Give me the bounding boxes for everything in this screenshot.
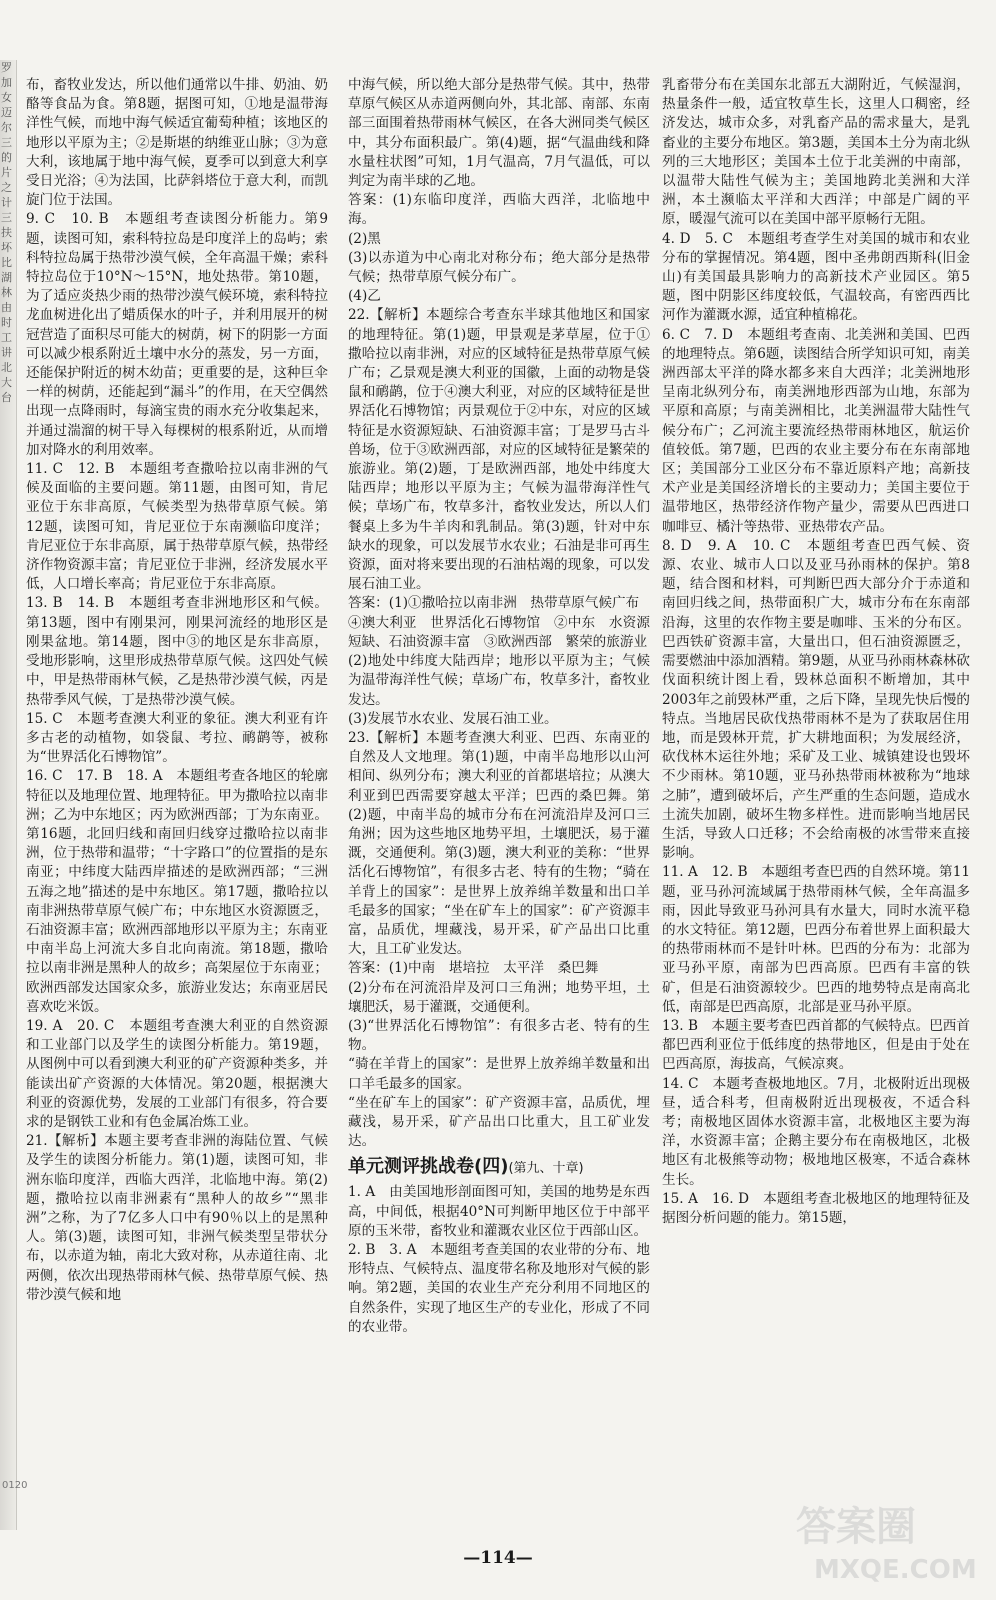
column-1: [26, 76, 328, 1305]
answer-block: 22.【解析】本题综合考查东半球其他地区和国家的地理特征。第(1)题，甲景观是茅草屋，位于①撒哈拉以南非洲，对应的区域特征是热带草原气候广布；乙景观是澳大利亚的国徽，上面的动物是袋鼠和鸸鹋，位于④澳大利亚，对应的区域特征是世界活化石博物馆；丙景观位于②中东，对应的区域特征是水资源短缺、石油资源丰富；丁是罗马古斗兽场，位于③欧洲西部，对应的区域特征是繁荣的旅游业。第(2)题，丁是欧洲西部，地处中纬度大陆西岸；地形以平原为主；气候为温带海洋性气候；草场广布，牧草多汁，畜牧业发达，所以人们餐桌上多为牛羊肉和乳制品。第(3)题，针对中东缺水的现象，可以发展节水农业；石油是非可再生资源，面对将来要出现的石油枯竭的现象，可以发展石油工业。: [348, 307, 650, 593]
section-heading: [348, 1155, 650, 1181]
page-number: —114—: [463, 1548, 533, 1568]
answer-block: 11. C 12. B 本题组考查撒哈拉以南非洲的气候及面临的主要问题。第11题，由图可知，肯尼亚位于东非高原，气候类型为热带草原气候。第12题，读图可知，肯尼亚位于东南濒临印度洋；肯尼亚位于东非高原，属于热带草原气候，热带经济作物资源丰富；肯尼亚位于非洲，经济发展水平低，人口增长率高；肯尼亚位于东非高原。: [26, 461, 328, 593]
answer-key: “骑在羊背上的国家”：是世界上放养绵羊数量和出口羊毛最多的国家。: [348, 1056, 650, 1092]
answer-block: 8. D 9. A 10. C 本题组考查巴西气候、资源、农业、城市人口以及亚马孙雨林的保护。第8题，结合图和材料，可判断巴西大部分介于赤道和南回归线之间，热带面积广大，城市分布在东南部沿海，这里的农作物主要是咖啡、玉米的分布区。巴西铁矿资源丰富，大量出口，但石油资源匮乏，需要燃油中添加酒精。第9题，从亚马孙雨林森林砍伐面积统计图上看，毁林总面积不断增加，其中2003年之前毁林严重，之后下降，呈现先快后慢的特点。当地居民砍伐热带雨林不是为了获取居住用地，而是毁林开荒，扩大耕地面积；为发展经济，砍伐林木运往外地；采矿及工业、城镇建设也毁坏不少雨林。第10题，亚马孙热带雨林被称为“地球之肺”，遭到破坏后，产生严重的生态问题，造成水土流失加剧，破坏生物多样性。进而影响当地居民生活，导致人口迁移；不会给南极的冰雪带来直接影响。: [662, 537, 970, 862]
answer-block: 中海气候，所以绝大部分是热带气候。其中，热带草原气候区从赤道两侧向外，其北部、南部、东南部三面围着热带雨林气候区，在各大洲同类气候区中，其分布面积最广。第(4)题，据“气温曲线和降水量柱状图”可知，1月气温高，7月气温低，可以判定为南半球的乙地。: [348, 77, 650, 190]
answer-key: 答案：(1)中南 堪培拉 太平洋 桑巴舞: [348, 960, 599, 977]
answer-key: ④澳大利亚 世界活化石博物馆 ②中东 水资源短缺、石油资源丰富 ③欧洲西部 繁荣的旅游业: [348, 614, 650, 650]
answer-block: 乳畜带分布在美国东北部五大湖附近，气候湿润，热量条件一般，适宜牧草生长，这里人口稠密，经济发达，城市众多，对乳畜产品的需求量大，是乳畜业的主要分布地区。第3题，美国本土分为南北纵列的三大地形区；美国本土位于北美洲的中南部，以温带大陆性气候为主；美国地跨北美洲和大洋洲，本土濒临太平洋和大西洋；中部是广阔的平原，暖湿气流可以在美国中部平原畅行无阻。: [662, 77, 970, 228]
answer-block: 14. C 本题考查极地地区。7月，北极附近出现极昼，适合科考，但南极附近出现极夜，不适合科考；南极地区固体水资源丰富，北极地区主要为海洋，水资源丰富；企鹅主要分布在南极地区，北极地区有北极熊等动物；极地地区极寒，不适合森林生长。: [662, 1075, 970, 1188]
column-2: [348, 76, 650, 1337]
watermark-logo: [788, 1494, 978, 1584]
answer-key: (2)分布在河流沿岸及河口三角洲；地势平坦，土壤肥沃，易于灌溉，交通便利。: [348, 979, 650, 1015]
watermark-text: 答案圈: [796, 1504, 916, 1550]
section-title: 单元测评挑战卷(四): [348, 1156, 509, 1178]
answer-block: 4. D 5. C 本题组考查学生对美国的城市和农业分布的掌握情况。第4题，图中圣弗朗西斯科(旧金山)有美国最具影响力的高新技术产业园区。第5题，图中阴影区纬度较低，气温较高，有密西西比河作为灌溉水源，适宜种植棉花。: [662, 230, 970, 324]
gutter-text: 罗加女迈尔三的片之计三扶坏比湖林由时工讲北大台: [1, 61, 12, 404]
answer-block: 23.【解析】本题考查澳大利亚、巴西、东南亚的自然及人文地理。第(1)题，中南半岛地形以山河相间、纵列分布；澳大利亚的首都堪培拉；从澳大利亚到巴西需要穿越太平洋；巴西的桑巴舞。第(2)题，中南半岛的城市分布在河流沿岸及河口三角洲；因为这些地区地势平坦，土壤肥沃，易于灌溉，交通便利。第(3)题，澳大利亚的美称：“世界活化石博物馆”，有很多古老、特有的生物；“骑在羊背上的国家”：是世界上放养绵羊数量和出口羊毛最多的国家；“坐在矿车上的国家”：矿产资源丰富，品质优，埋藏浅，易开采，矿产品出口比重大，且工矿业发达。: [348, 729, 650, 958]
margin-page-code: 0120: [2, 1480, 28, 1491]
answer-key: 答案：(1)东临印度洋，西临大西洋，北临地中海。: [348, 192, 650, 228]
answer-key: 答案：(1)①撒哈拉以南非洲 热带草原气候广布: [348, 595, 640, 612]
answer-key: (2)地处中纬度大陆西岸；地形以平原为主；气候为温带海洋性气候；草场广布，牧草多汁，畜牧业发达。: [348, 653, 650, 708]
answer-block: 9. C 10. B 本题组考查读图分析能力。第9题，读图可知，索科特拉岛是印度洋上的岛屿；索科特拉岛属于热带沙漠气候，全年高温干燥；索科特拉岛位于10°N～15°N，地处热带。第10题，为了适应炎热少雨的热带沙漠气候环境，索科特拉龙血树进化出了蜡质保水的叶子，并利用展开的树冠营造了面积尽可能大的树荫，树下的阴影一方面可以减少根系附近土壤中水分的蒸发，另一方面，还能保护附近的树木幼苗；更重要的是，这种巨伞一样的树荫，还能起到“漏斗”的作用，在天空偶然出现一点降雨时，每滴宝贵的雨水充分收集起来，并通过湍溜的树干导入每棵树的根系附近，从而增加对降水的利用效率。: [26, 211, 328, 458]
answer-block: 2. B 3. A 本题组考查美国的农业带的分布、地形特点、气候特点、温度带名称及地形对气候的影响。第2题，美国的农业生产充分利用不同地区的自然条件，实现了地区生产的专业化，形成了不同的农业带。: [348, 1241, 650, 1335]
answer-block: 1. A 由美国地形剖面图可知，美国的地势是东西高，中间低，根据40°N可判断甲地区位于中部平原的玉米带，畜牧业和灌溉农业区位于西部山区。: [348, 1184, 650, 1239]
answer-key: (2)黑: [348, 230, 381, 247]
answer-key: (3)以赤道为中心南北对称分布；绝大部分是热带气候；热带草原气候分布广。: [348, 249, 650, 286]
watermark-url: MXQE.COM: [814, 1555, 977, 1584]
answer-block: 13. B 14. B 本题组考查非洲地形区和气候。第13题，图中有刚果河，刚果河流经的地形区是刚果盆地。第14题，图中③的地区是东非高原，受地形影响，这里形成热带草原气候。这四处气候中，甲是热带雨林气候，乙是热带沙漠气候，丙是热带季风气候，丁是热带沙漠气候。: [26, 595, 328, 708]
answer-key: “坐在矿车上的国家”：矿产资源丰富，品质优，埋藏浅，易开采，矿产品出口比重大，且工矿业发达。: [348, 1094, 650, 1150]
answer-block: 15. A 16. D 本题组考查北极地区的地理特征及据图分析问题的能力。第15题，: [662, 1190, 970, 1226]
answer-block: 15. C 本题考查澳大利亚的象征。澳大利亚有许多古老的动植物，如袋鼠、考拉、鸸鹋等，被称为“世界活化石博物馆”。: [26, 710, 328, 766]
answer-block: 21.【解析】本题主要考查非洲的海陆位置、气候及学生的读图分析能力。第(1)题，读图可知，非洲东临印度洋，西临大西洋，北临地中海。第(2)题，撒哈拉以南非洲素有“黑种人的故乡”“黑非洲”之称，为了7亿多人口中有90％以上的是黑种人。第(3)题，读图可知，非洲气候类型呈带状分布，以赤道为轴，南北大致对称，从赤道往南、北两侧，依次出现热带雨林气候、热带草原气候、热带沙漠气候和地: [26, 1133, 328, 1303]
answer-block: 16. C 17. B 18. A 本题组考查各地区的轮廓特征以及地理位置、地理特征。甲为撒哈拉以南非洲；乙为中东地区；丙为欧洲西部；丁为东南亚。第16题，北回归线和南回归线穿过撒哈拉以南非洲，位于热带和温带；“十字路口”的位置指的是东南亚；中纬度大陆西岸描述的是欧洲西部；“三洲五海之地”描述的是中东地区。第17题，撒哈拉以南非洲热带草原气候广布；中东地区水资源匮乏，石油资源丰富；欧洲西部地形以平原为主；东南亚中南半岛上河流大多自北向南流。第18题，撒哈拉以南非洲是黑种人的故乡；高架屋位于东南亚；欧洲西部发达国家众多，旅游业发达；东南亚居民喜欢吃米饭。: [26, 768, 328, 1015]
answer-block: 11. A 12. B 本题组考查巴西的自然环境。第11题，亚马孙河流域属于热带雨林气候，全年高温多雨，因此导致亚马孙河具有水量大，同时水流平稳的水文特征。第12题，巴西分布着世界上面积最大的热带雨林而不是针叶林。巴西的分布为：北部为亚马孙平原，南部为巴西高原。巴西有丰富的铁矿，但是石油资源较少。巴西的地势特点是南高北低，南部是巴西高原，北部是亚马孙平原。: [662, 864, 970, 1015]
section-subtitle: (第九、十章): [508, 1161, 584, 1177]
answer-key: (3)“世界活化石博物馆”：有很多古老、特有的生物。: [348, 1017, 650, 1054]
answer-key: (4)乙: [348, 288, 381, 305]
binding-gutter: [0, 60, 17, 1530]
column-3: [662, 76, 970, 1228]
answer-block: 6. C 7. D 本题组考查南、北美洲和美国、巴西的地理特点。第6题，读图结合所学知识可知，南美洲西部太平洋的降水都多来自大西洋；北美洲地形呈南北纵列分布，南美洲地形西部为山地，东部为平原和高原；与南美洲相比，北美洲温带大陆性气候分布广；乙河流主要流经热带雨林地区，航运价值较低。第7题，巴西的农业主要分布在东南部地区；美国部分工业区分布不靠近原料产地；高新技术产业是美国经济增长的主要动力；美国主要位于温带地区，热带经济作物产量少，需要从巴西进口咖啡豆、橘汁等热带、亚热带农产品。: [662, 326, 970, 535]
answer-block: 13. B 本题主要考查巴西首都的气候特点。巴西首都巴西利亚位于低纬度的热带地区，但是由于处在巴西高原，海拔高，气候凉爽。: [662, 1017, 970, 1073]
answer-key: (3)发展节水农业、发展石油工业。: [348, 710, 558, 727]
answer-block: 19. A 20. C 本题组考查澳大利亚的自然资源和工业部门以及学生的读图分析能力。第19题，从图例中可以看到澳大利亚的矿产资源种类多，并能读出矿产资源的大体情况。第20题，根据澳大利亚的资源优势，发展的工业部门有很多，符合要求的是钢铁工业和有色金属冶炼工业。: [26, 1017, 328, 1130]
answer-block: 布，畜牧业发达，所以他们通常以牛排、奶油、奶酪等食品为食。第8题，据图可知，①地是温带海洋性气候，而地中海气候适宜葡萄种植；该地区的地形以平原为主；②是斯堪的纳维亚山脉；③为意大利，该地属于地中海气候，夏季可以到意大利享受日光浴；④为法国，比萨斜塔位于意大利，而凯旋门位于法国。: [26, 77, 328, 209]
